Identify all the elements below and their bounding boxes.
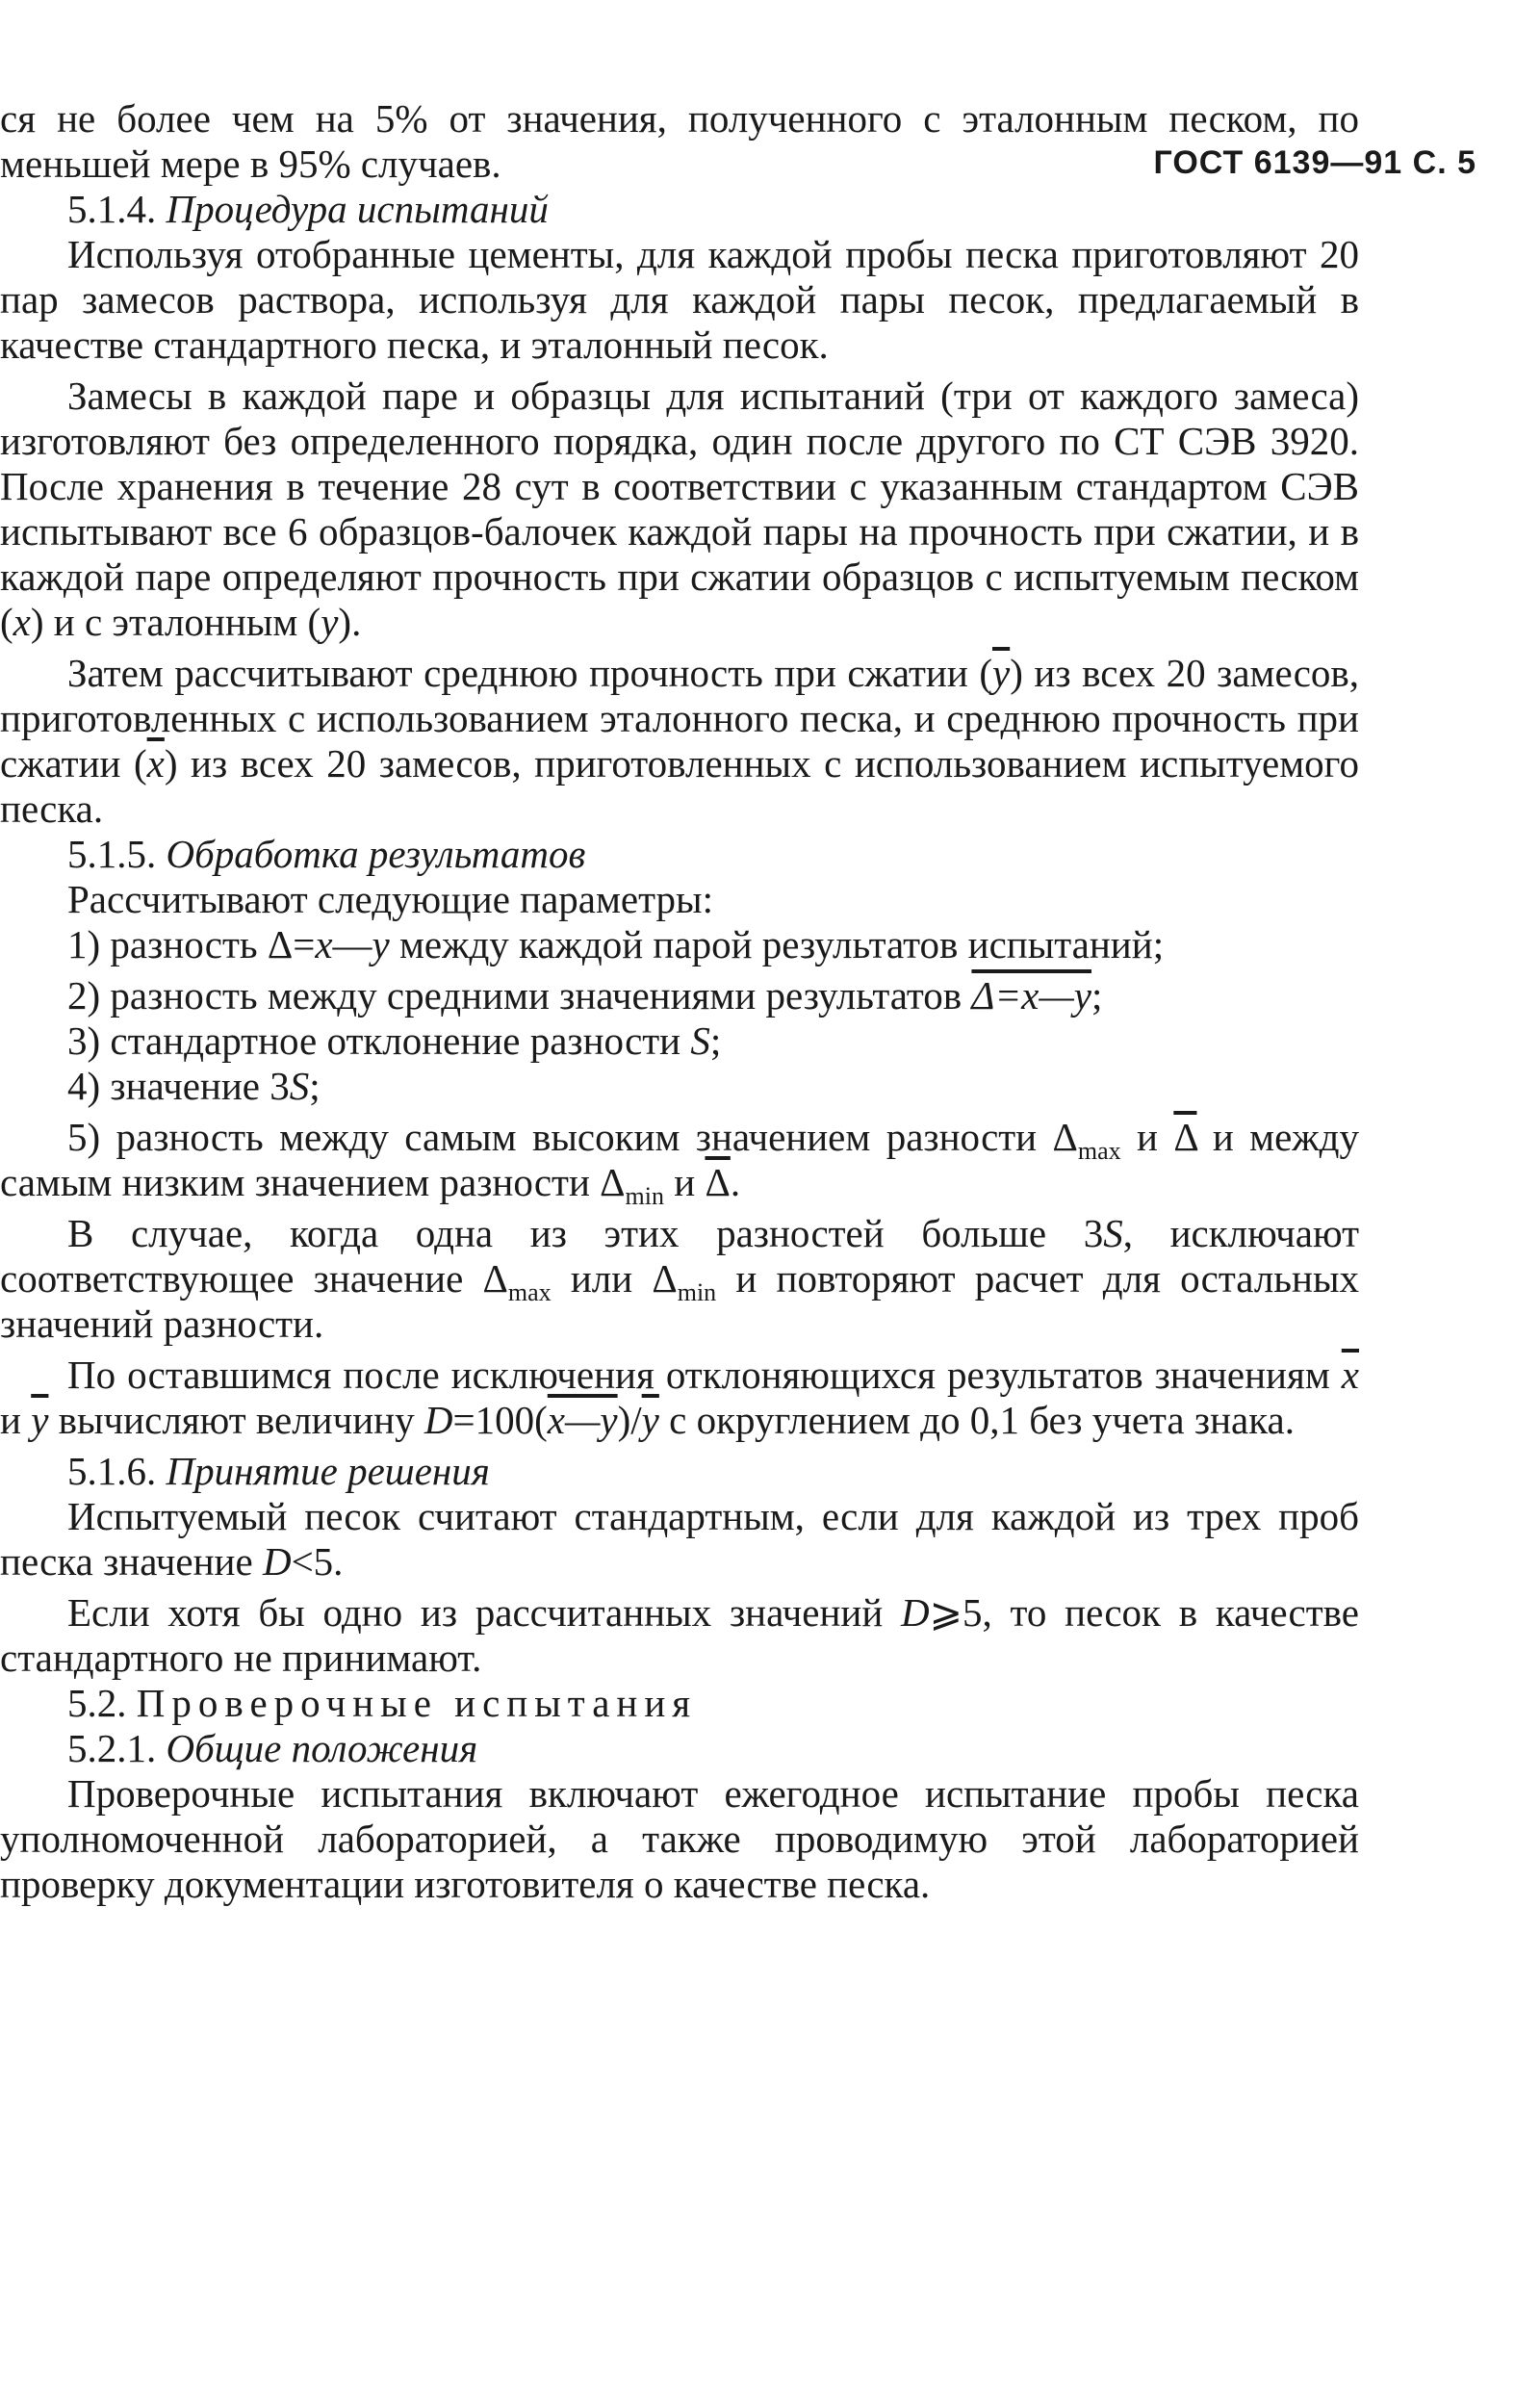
text-run: По оставшимся после исключения отклоняющихся результатов значениям — [67, 1353, 1342, 1397]
delta-mean: $\overline{\Delta}$ — [1173, 1115, 1197, 1159]
section-title: Проверочные испытания — [136, 1681, 698, 1725]
document-body — [0, 96, 1359, 1907]
text-run: 2) разность между средними значениями результатов — [67, 973, 972, 1018]
text-run: ) из всех 20 замесов, приготовленных с использованием эталонного песка, и среднюю прочность при сжатии ( — [0, 651, 1359, 786]
text-run: Замесы в каждой паре и образцы для испытаний (три от каждого замеса) изготовляют без определенного порядка, один после другого по СТ СЭВ 3920. После хранения в течение 28 сут в соответствии с указанным стандартом СЭВ испытывают все 6 образцов-балочек каждой пары на прочность при сжатии, и в каждой паре определяют прочность при сжатии образцов с испытуемым песком ( — [0, 374, 1359, 644]
text-run: ; — [309, 1064, 321, 1108]
var-y: y — [321, 600, 339, 644]
text-run: 5) разность между самым высоким значением разности Δ — [67, 1115, 1078, 1159]
section-number: 5.1.6. — [67, 1449, 157, 1493]
var-y-mean: $\overline{y}$ — [641, 1398, 659, 1442]
section-number: 5.2. — [67, 1681, 127, 1725]
section-5-1-6-heading — [0, 1449, 1359, 1494]
section-number: 5.2.1. — [67, 1726, 157, 1770]
text-run: =100( — [452, 1398, 548, 1442]
text-run: , исключают соответствующее значение Δ — [0, 1211, 1359, 1301]
section-number: 5.1.5. — [67, 832, 157, 876]
section-5-2-1-heading — [0, 1726, 1359, 1771]
text-run: ; — [709, 1018, 722, 1063]
text-run: . — [730, 1160, 741, 1204]
list-item-1 — [0, 922, 1359, 967]
standard-number: ГОСТ 6139—91 — [1153, 144, 1403, 181]
text-run: ) из всех 20 замесов, приготовленных с использованием испытуемого песка. — [0, 741, 1359, 831]
text-run: и — [0, 1398, 32, 1442]
text-run: и между самым низким значением разности Δ — [0, 1115, 1359, 1204]
var-d: D — [262, 1539, 292, 1584]
text-run: и — [1120, 1115, 1174, 1159]
paragraph-exclusion — [0, 1211, 1359, 1347]
text-run: ) и с эталонным ( — [30, 600, 321, 644]
section-number: 5.1.4. — [67, 187, 157, 231]
subscript-min: min — [677, 1278, 717, 1307]
paragraph-calculation — [0, 1353, 1359, 1443]
var-d: D — [424, 1398, 453, 1442]
paragraph-rejection — [0, 1590, 1359, 1681]
var-d: D — [901, 1590, 930, 1635]
var-x: x — [315, 922, 333, 967]
paragraph-continued: ся не более чем на 5% от значения, полученного с эталонным песком, по меньшей мере в 95% случаев. — [0, 96, 1359, 186]
subscript-min: min — [625, 1182, 664, 1211]
text-run: и — [664, 1160, 706, 1204]
var-s: S — [289, 1064, 310, 1108]
page-number: С. 5 — [1412, 144, 1476, 181]
subscript-max: max — [1077, 1137, 1121, 1166]
text-run: В случае, когда одна из этих разностей больше 3 — [67, 1211, 1104, 1255]
paragraph-mean-strength — [0, 651, 1359, 832]
text-run: Если хотя бы одно из рассчитанных значений — [67, 1590, 902, 1635]
formula-difference: x—y — [547, 1398, 618, 1442]
text-run: 4) значение 3 — [67, 1064, 290, 1108]
section-5-1-5-heading — [0, 832, 1359, 877]
text-run: 1) разность Δ= — [67, 922, 316, 967]
delta-mean: $\overline{\Delta}$ — [705, 1160, 731, 1204]
text-run: ). — [338, 600, 362, 644]
list-item-3 — [0, 1018, 1359, 1064]
paragraph-verification: Проверочные испытания включают ежегодное испытание пробы песка уполномоченной лабораторией, а также проводимую этой лабораторией проверку документации изготовителя о качестве песка. — [0, 1771, 1359, 1906]
text-run: ⩾5, то песок в качестве стандартного не принимают. — [0, 1590, 1359, 1680]
var-x: x — [13, 600, 31, 644]
var-y-mean: $\overline{y}$ — [31, 1398, 49, 1442]
var-x-mean: $\overline{x}$ — [1341, 1353, 1359, 1397]
text-run: или Δ — [551, 1256, 678, 1301]
text-run: между каждой парой результатов испытаний; — [389, 922, 1165, 967]
text-run: <5. — [291, 1539, 344, 1584]
paragraph-specimens — [0, 374, 1359, 645]
text-run: ; — [1091, 973, 1103, 1018]
var-x-mean: $\overline{x}$ — [146, 741, 165, 786]
text-run: вычисляют величину — [48, 1398, 424, 1442]
text-run: Затем рассчитывают среднюю прочность при сжатии ( — [67, 651, 992, 695]
paragraph-preparation: Используя отобранные цементы, для каждой пробы песка приготовляют 20 пар замесов раствора, используя для каждой пары песок, предлагаемый в качестве стандартного песка, и эталонный песок. — [0, 232, 1359, 367]
var-s: S — [1103, 1211, 1123, 1255]
var-y: y — [372, 922, 390, 967]
text-run: Испытуемый песок считают стандартным, если для каждой из трех проб песка значение — [0, 1494, 1359, 1584]
section-title: Принятие решения — [166, 1449, 490, 1493]
paragraph-parameters: Рассчитывают следующие параметры: — [67, 877, 713, 921]
section-5-1-4-heading — [0, 187, 1359, 232]
text-run: с округлением до 0,1 без учета знака. — [658, 1398, 1295, 1442]
text-run: )/ — [617, 1398, 642, 1442]
paragraph-acceptance — [0, 1494, 1359, 1585]
var-s: S — [690, 1018, 710, 1063]
section-title: Общие положения — [166, 1726, 478, 1770]
text-run: 3) стандартное отклонение разности — [67, 1018, 691, 1063]
text-run: — — [332, 922, 372, 967]
subscript-max: max — [507, 1278, 552, 1307]
section-title: Обработка результатов — [166, 832, 586, 876]
var-y-mean: $\overline{y}$ — [992, 651, 1011, 695]
list-item-2 — [0, 973, 1359, 1018]
section-5-2-heading — [0, 1681, 1359, 1726]
text-run: и повторяют расчет для остальных значений разности. — [0, 1256, 1359, 1346]
formula-mean-difference: Δ=x—y — [971, 973, 1091, 1018]
section-title: Процедура испытаний — [166, 187, 549, 231]
list-item-4 — [0, 1064, 1359, 1109]
list-item-5 — [0, 1115, 1359, 1211]
